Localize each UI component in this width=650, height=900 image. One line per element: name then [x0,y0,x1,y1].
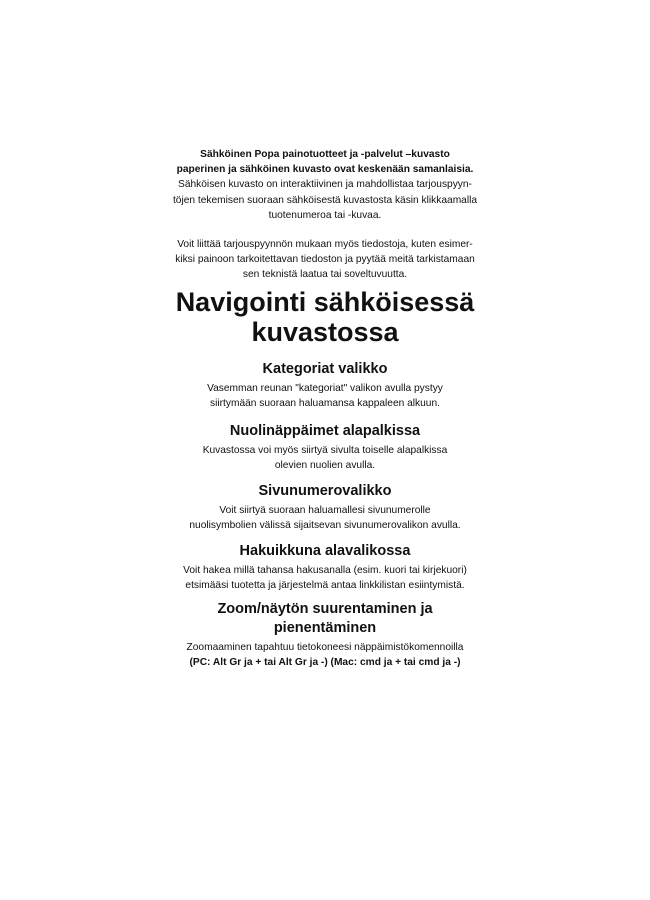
paragraph-gap [150,223,500,237]
intro-paragraph-line: Voit liittää tarjouspyynnön mukaan myös tiedostoja, kuten esimer- [177,239,473,251]
section-heading-line: Zoom/näytön suurentaminen ja [217,601,433,617]
section-body-line: Voit hakea millä tahansa hakusanalla (esim. kuori tai kirjekuori) [183,565,467,576]
section-body-line: Kuvastossa voi myös siirtyä sivulta toiselle alapalkissa [202,445,448,456]
section-heading [110,600,540,638]
intro-paragraph-line: Sähköisen kuvasto on interaktiivinen ja mahdollistaa tarjouspyyn- [178,179,472,191]
section-heading: Sivunumerovalikko [258,483,392,499]
section-body-line [110,655,540,670]
intro-bold-line: paperinen ja sähköinen kuvasto ovat keskenään samanlaisia. [176,164,474,176]
keyboard-shortcut-text: (PC: Alt Gr ja + tai Alt Gr ja -) (Mac: cmd ja + tai cmd ja -) [189,657,461,669]
section-heading-line: pienentäminen [273,620,377,636]
intro-text [150,147,500,283]
section-search-window [110,542,540,593]
section-body-line: olevien nuolien avulla. [274,460,376,472]
page-title [100,287,550,347]
section-body-line: nuolisymbolien välissä sijaitsevan sivunumerovalikon avulla. [189,520,461,532]
section-heading: Kategoriat valikko [262,361,388,377]
intro-paragraph-line: tuotenumeroa tai -kuvaa. [268,209,382,221]
page-title-line: Navigointi sähköisessä [175,287,475,317]
section-body-line: Vasemman reunan "kategoriat" valikon avulla pystyy [207,383,443,394]
section-body-line: Voit siirtyä suoraan haluamallesi sivunumerolle [219,505,431,516]
section-arrow-keys [110,422,540,473]
intro-paragraph-line: sen teknistä laatua tai soveltuvuutta. [242,269,408,281]
intro-paragraph-line: töjen tekemisen suoraan sähköisestä kuvastosta käsin klikkaamalla [172,194,478,206]
intro-bold-line: Sähköinen Popa painotuotteet ja -palvelut –kuvasto [200,149,450,160]
section-body-line: etsimääsi tuotetta ja järjestelmä antaa linkkilistan esiintymistä. [185,580,465,592]
section-zoom [110,600,540,670]
page-title-line: kuvastossa [251,317,399,347]
section-body-line: Zoomaaminen tapahtuu tietokoneesi näppäimistökomennoilla [186,642,464,653]
section-heading: Nuolinäppäimet alapalkissa [229,423,421,439]
section-body-line: siirtymään suoraan haluamansa kappaleen alkuun. [210,398,440,410]
section-page-number-menu [110,482,540,533]
section-categories-menu [110,360,540,411]
intro-paragraph-line: kiksi painoon tarkoitettavan tiedoston ja pyytää meitä tarkistamaan [175,254,475,266]
section-heading: Hakuikkuna alavalikossa [239,543,411,559]
